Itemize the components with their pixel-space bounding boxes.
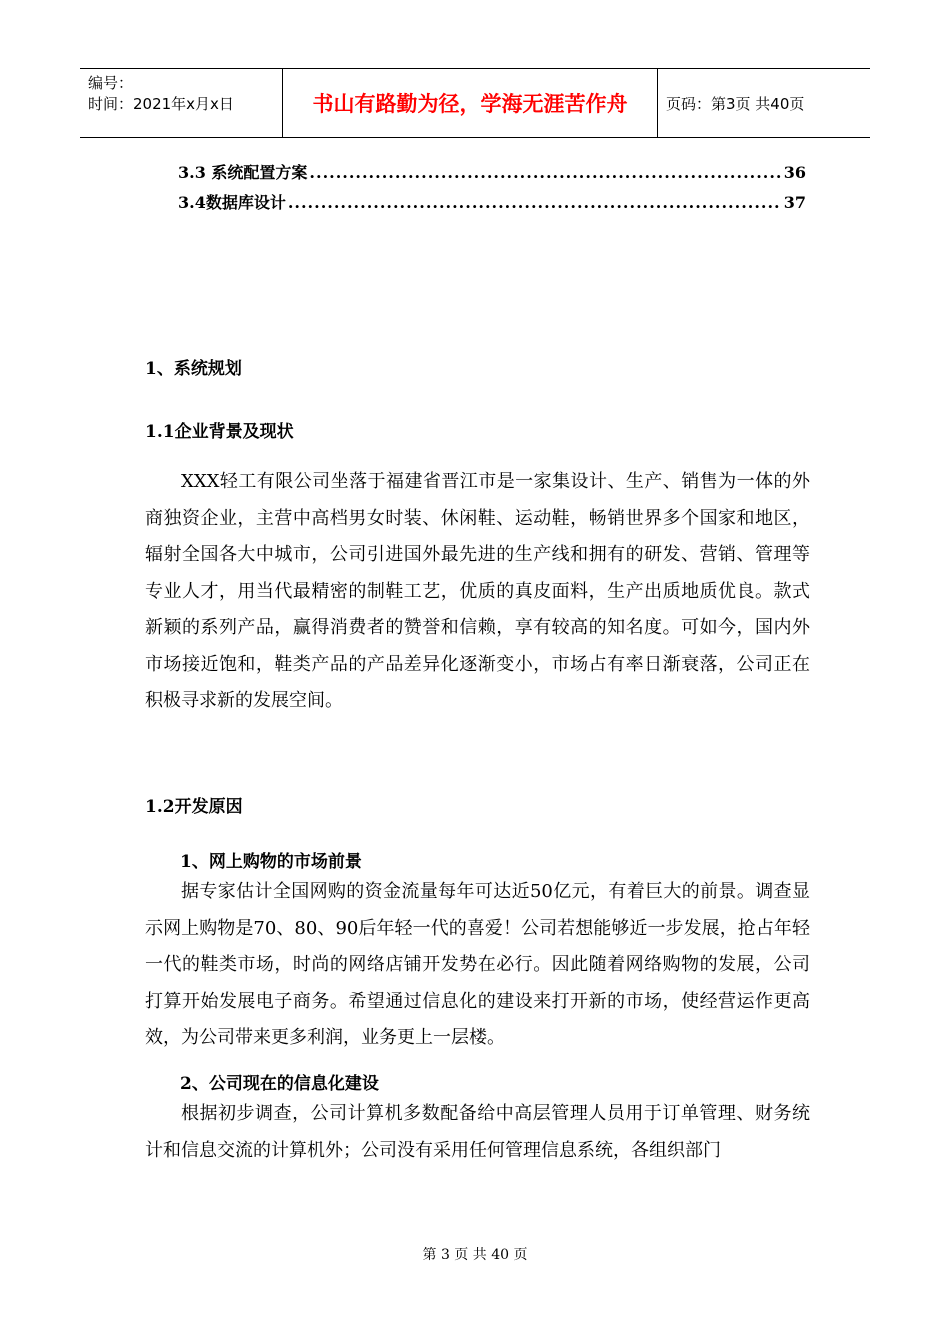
header-meta-cell <box>80 69 283 137</box>
toc-entry-label: 3.3 系统配置方案 <box>178 163 308 182</box>
toc-entry-page: 37 <box>783 193 806 212</box>
subsection-heading: 1、网上购物的市场前景 <box>180 852 362 872</box>
document-header <box>80 68 870 138</box>
section-heading: 1、系统规划 <box>145 359 242 379</box>
page-footer: 第 3 页 共 40 页 <box>422 1247 528 1263</box>
subsection-heading: 2、公司现在的信息化建设 <box>180 1074 379 1094</box>
toc-entry[interactable] <box>178 190 806 213</box>
toc-leader-dots <box>309 163 781 182</box>
number-label: 编号： <box>88 74 134 92</box>
toc-entry-label: 3.4数据库设计 <box>178 193 286 212</box>
toc-entry[interactable] <box>178 160 806 183</box>
header-page-info: 页码：第3页 共40页 <box>666 94 805 113</box>
section-heading: 1.1企业背景及现状 <box>145 422 294 442</box>
toc-entry-page: 36 <box>783 163 806 182</box>
paragraph: XXX轻工有限公司坐落于福建省晋江市是一家集设计、生产、销售为一体的外商独资企业，主营中高档男女时装、休闲鞋、运动鞋，畅销世界多个国家和地区，辐射全国各大中城市，公司引进国外最先进的生产线和拥有的研发、营销、管理等专业人才，用当代最精密的制鞋工艺，优质的真皮面料，生产出质地质优良。款式新颖的系列产品，赢得消费者的赞誉和信赖，享有较高的知名度。可如今，国内外市场接近饱和，鞋类产品的产品差异化逐渐变小，市场占有率日渐衰落，公司正在积极寻求新的发展空间。 <box>145 471 810 711</box>
paragraph: 据专家估计全国网购的资金流量每年可达近50亿元，有着巨大的前景。调查显示网上购物是70、80、90后年轻一代的喜爱！公司若想能够近一步发展，抢占年轻一代的鞋类市场，时尚的网络店铺开发势在必行。因此随着网络购物的发展，公司打算开始发展电子商务。希望通过信息化的建设来打开新的市场，使经营运作更高效，为公司带来更多利润，业务更上一层楼。 <box>145 881 810 1048</box>
header-motto: 书山有路勤为径，学海无涯苦作舟 <box>283 69 658 137</box>
time-label: 时间：2021年x月x日 <box>88 95 234 113</box>
toc-leader-dots <box>288 193 782 212</box>
section-heading: 1.2开发原因 <box>145 797 243 817</box>
paragraph: 根据初步调查，公司计算机多数配备给中高层管理人员用于订单管理、财务统计和信息交流的计算机外；公司没有采用任何管理信息系统，各组织部门 <box>145 1103 810 1161</box>
